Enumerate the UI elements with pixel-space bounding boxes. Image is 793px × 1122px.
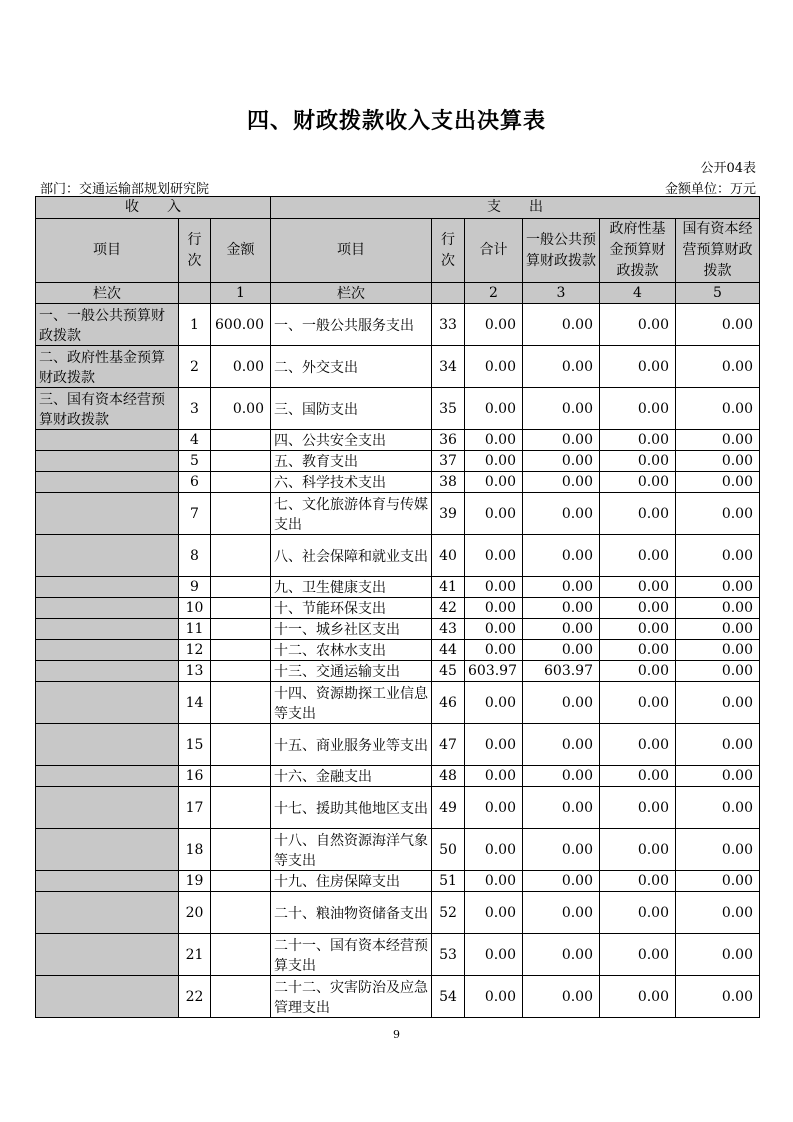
general-budget-cell: 0.00 bbox=[523, 493, 600, 535]
gov-fund-cell: 0.00 bbox=[600, 472, 676, 493]
income-amount-cell bbox=[211, 724, 271, 766]
gov-fund-cell: 0.00 bbox=[600, 430, 676, 451]
total-cell: 0.00 bbox=[465, 472, 523, 493]
state-capital-cell: 0.00 bbox=[676, 388, 760, 430]
expense-row-no-cell: 33 bbox=[432, 304, 465, 346]
general-budget-cell: 0.00 bbox=[523, 640, 600, 661]
table-row bbox=[36, 724, 760, 766]
state-capital-cell: 0.00 bbox=[676, 304, 760, 346]
gov-fund-cell: 0.00 bbox=[600, 619, 676, 640]
total-cell: 0.00 bbox=[465, 976, 523, 1018]
income-row-no-cell: 8 bbox=[179, 535, 211, 577]
income-amount-header: 金额 bbox=[211, 219, 271, 283]
income-amount-cell bbox=[211, 871, 271, 892]
gov-fund-cell: 0.00 bbox=[600, 661, 676, 682]
expense-row-no-cell: 49 bbox=[432, 787, 465, 829]
expense-row-no-header: 行次 bbox=[432, 219, 465, 283]
expense-item-cell: 十、节能环保支出 bbox=[271, 598, 432, 619]
state-capital-cell: 0.00 bbox=[676, 430, 760, 451]
state-capital-cell: 0.00 bbox=[676, 661, 760, 682]
state-capital-cell: 0.00 bbox=[676, 934, 760, 976]
income-item-cell bbox=[36, 577, 179, 598]
income-row-no-cell: 13 bbox=[179, 661, 211, 682]
amount-unit-label: 金额单位：万元 bbox=[664, 182, 756, 197]
income-amount-cell bbox=[211, 430, 271, 451]
income-row-no-cell: 16 bbox=[179, 766, 211, 787]
income-amount-cell bbox=[211, 976, 271, 1018]
table-row bbox=[36, 619, 760, 640]
general-budget-cell: 0.00 bbox=[523, 724, 600, 766]
income-item-cell: 三、国有资本经营预算财政拨款 bbox=[36, 388, 179, 430]
general-budget-cell: 0.00 bbox=[523, 430, 600, 451]
gov-fund-cell: 0.00 bbox=[600, 451, 676, 472]
expense-row-no-cell: 35 bbox=[432, 388, 465, 430]
expense-item-cell: 二十、粮油物资储备支出 bbox=[271, 892, 432, 934]
state-capital-cell: 0.00 bbox=[676, 976, 760, 1018]
expense-row-no-cell: 53 bbox=[432, 934, 465, 976]
income-row-no-blank bbox=[179, 283, 211, 304]
general-budget-cell: 0.00 bbox=[523, 346, 600, 388]
general-budget-cell: 0.00 bbox=[523, 619, 600, 640]
state-capital-cell: 0.00 bbox=[676, 346, 760, 388]
total-header: 合计 bbox=[465, 219, 523, 283]
general-budget-cell: 0.00 bbox=[523, 871, 600, 892]
gov-fund-cell: 0.00 bbox=[600, 892, 676, 934]
general-budget-cell: 0.00 bbox=[523, 451, 600, 472]
general-budget-cell: 0.00 bbox=[523, 535, 600, 577]
expense-item-cell: 八、社会保障和就业支出 bbox=[271, 535, 432, 577]
gov-fund-cell: 0.00 bbox=[600, 598, 676, 619]
expense-item-cell: 二、外交支出 bbox=[271, 346, 432, 388]
expense-row-no-cell: 37 bbox=[432, 451, 465, 472]
income-amount-cell bbox=[211, 577, 271, 598]
expense-item-cell: 五、教育支出 bbox=[271, 451, 432, 472]
income-item-header: 项目 bbox=[36, 219, 179, 283]
appropriation-table bbox=[35, 196, 760, 1018]
expense-item-cell: 一、一般公共服务支出 bbox=[271, 304, 432, 346]
gov-fund-cell: 0.00 bbox=[600, 787, 676, 829]
page-title: 四、财政拨款收入支出决算表 bbox=[246, 108, 546, 134]
expense-row-no-cell: 46 bbox=[432, 682, 465, 724]
gov-fund-cell: 0.00 bbox=[600, 493, 676, 535]
income-amount-cell: 0.00 bbox=[211, 346, 271, 388]
state-capital-header: 国有资本经营预算财政拨款 bbox=[676, 219, 760, 283]
table-row bbox=[36, 346, 760, 388]
expense-row-no-cell: 50 bbox=[432, 829, 465, 871]
income-item-cell bbox=[36, 493, 179, 535]
income-amount-cell bbox=[211, 640, 271, 661]
state-capital-cell: 0.00 bbox=[676, 451, 760, 472]
income-header: 收 入 bbox=[36, 197, 271, 219]
table-row bbox=[36, 451, 760, 472]
gov-fund-cell: 0.00 bbox=[600, 682, 676, 724]
expense-row-no-cell: 40 bbox=[432, 535, 465, 577]
income-amount-cell: 600.00 bbox=[211, 304, 271, 346]
total-cell: 0.00 bbox=[465, 934, 523, 976]
income-item-cell bbox=[36, 451, 179, 472]
income-row-no-cell: 9 bbox=[179, 577, 211, 598]
gov-fund-header: 政府性基金预算财政拨款 bbox=[600, 219, 676, 283]
general-budget-cell: 0.00 bbox=[523, 682, 600, 724]
expense-row-no-cell: 51 bbox=[432, 871, 465, 892]
income-amount-cell bbox=[211, 661, 271, 682]
income-row-no-cell: 18 bbox=[179, 829, 211, 871]
total-cell: 0.00 bbox=[465, 535, 523, 577]
table-row bbox=[36, 598, 760, 619]
state-capital-cell: 0.00 bbox=[676, 892, 760, 934]
total-cell: 0.00 bbox=[465, 682, 523, 724]
general-budget-cell: 0.00 bbox=[523, 829, 600, 871]
income-item-cell bbox=[36, 934, 179, 976]
expense-item-cell: 十八、自然资源海洋气象等支出 bbox=[271, 829, 432, 871]
expense-item-cell: 十二、农林水支出 bbox=[271, 640, 432, 661]
state-capital-cell: 0.00 bbox=[676, 682, 760, 724]
gov-fund-cell: 0.00 bbox=[600, 535, 676, 577]
total-cell: 603.97 bbox=[465, 661, 523, 682]
table-row bbox=[36, 661, 760, 682]
income-item-cell bbox=[36, 640, 179, 661]
income-row-no-cell: 11 bbox=[179, 619, 211, 640]
state-capital-cell: 0.00 bbox=[676, 787, 760, 829]
gov-fund-cell: 0.00 bbox=[600, 934, 676, 976]
expense-item-cell: 七、文化旅游体育与传媒支出 bbox=[271, 493, 432, 535]
income-item-cell bbox=[36, 829, 179, 871]
income-amount-cell bbox=[211, 493, 271, 535]
total-cell: 0.00 bbox=[465, 871, 523, 892]
general-budget-cell: 0.00 bbox=[523, 892, 600, 934]
expense-item-cell: 十三、交通运输支出 bbox=[271, 661, 432, 682]
total-cell: 0.00 bbox=[465, 787, 523, 829]
expense-row-no-cell: 52 bbox=[432, 892, 465, 934]
table-row bbox=[36, 976, 760, 1018]
expense-item-cell: 三、国防支出 bbox=[271, 388, 432, 430]
state-capital-cell: 0.00 bbox=[676, 724, 760, 766]
expense-row-no-cell: 44 bbox=[432, 640, 465, 661]
expense-item-cell: 十五、商业服务业等支出 bbox=[271, 724, 432, 766]
column-number-3: 3 bbox=[523, 283, 600, 304]
expense-row-no-cell: 34 bbox=[432, 346, 465, 388]
table-row bbox=[36, 388, 760, 430]
expense-row-no-cell: 48 bbox=[432, 766, 465, 787]
table-row bbox=[36, 640, 760, 661]
income-item-cell bbox=[36, 472, 179, 493]
expense-item-cell: 十六、金融支出 bbox=[271, 766, 432, 787]
expense-row-no-cell: 41 bbox=[432, 577, 465, 598]
total-cell: 0.00 bbox=[465, 892, 523, 934]
table-row bbox=[36, 493, 760, 535]
table-row bbox=[36, 934, 760, 976]
gov-fund-cell: 0.00 bbox=[600, 766, 676, 787]
gov-fund-cell: 0.00 bbox=[600, 871, 676, 892]
income-item-cell bbox=[36, 598, 179, 619]
income-item-cell bbox=[36, 766, 179, 787]
state-capital-cell: 0.00 bbox=[676, 598, 760, 619]
state-capital-cell: 0.00 bbox=[676, 766, 760, 787]
gov-fund-cell: 0.00 bbox=[600, 724, 676, 766]
table-row bbox=[36, 892, 760, 934]
table-row bbox=[36, 787, 760, 829]
state-capital-cell: 0.00 bbox=[676, 535, 760, 577]
general-budget-cell: 0.00 bbox=[523, 304, 600, 346]
table-row bbox=[36, 304, 760, 346]
general-budget-cell: 0.00 bbox=[523, 976, 600, 1018]
expense-row-no-cell: 36 bbox=[432, 430, 465, 451]
income-row-no-cell: 20 bbox=[179, 892, 211, 934]
income-row-no-cell: 1 bbox=[179, 304, 211, 346]
expense-item-cell: 十七、援助其他地区支出 bbox=[271, 787, 432, 829]
gov-fund-cell: 0.00 bbox=[600, 976, 676, 1018]
expense-row-no-cell: 38 bbox=[432, 472, 465, 493]
income-column-label: 栏次 bbox=[36, 283, 179, 304]
income-row-no-cell: 12 bbox=[179, 640, 211, 661]
total-cell: 0.00 bbox=[465, 493, 523, 535]
table-row bbox=[36, 682, 760, 724]
income-amount-cell bbox=[211, 829, 271, 871]
expense-column-label: 栏次 bbox=[271, 283, 432, 304]
income-amount-cell bbox=[211, 682, 271, 724]
income-row-no-cell: 21 bbox=[179, 934, 211, 976]
expense-item-cell: 四、公共安全支出 bbox=[271, 430, 432, 451]
general-budget-cell: 0.00 bbox=[523, 388, 600, 430]
general-budget-cell: 0.00 bbox=[523, 787, 600, 829]
income-row-no-cell: 14 bbox=[179, 682, 211, 724]
expense-row-no-blank bbox=[432, 283, 465, 304]
income-row-no-cell: 22 bbox=[179, 976, 211, 1018]
table-row bbox=[36, 472, 760, 493]
total-cell: 0.00 bbox=[465, 640, 523, 661]
column-number-5: 5 bbox=[676, 283, 760, 304]
gov-fund-cell: 0.00 bbox=[600, 304, 676, 346]
department-label: 部门：交通运输部规划研究院 bbox=[40, 182, 210, 197]
general-budget-cell: 603.97 bbox=[523, 661, 600, 682]
expense-item-cell: 二十二、灾害防治及应急管理支出 bbox=[271, 976, 432, 1018]
income-row-no-header: 行次 bbox=[179, 219, 211, 283]
state-capital-cell: 0.00 bbox=[676, 472, 760, 493]
total-cell: 0.00 bbox=[465, 451, 523, 472]
page-number: 9 bbox=[393, 1028, 400, 1041]
general-budget-cell: 0.00 bbox=[523, 598, 600, 619]
income-item-cell: 一、一般公共预算财政拨款 bbox=[36, 304, 179, 346]
income-row-no-cell: 3 bbox=[179, 388, 211, 430]
gov-fund-cell: 0.00 bbox=[600, 640, 676, 661]
income-row-no-cell: 17 bbox=[179, 787, 211, 829]
general-budget-cell: 0.00 bbox=[523, 934, 600, 976]
table-row bbox=[36, 871, 760, 892]
income-row-no-cell: 2 bbox=[179, 346, 211, 388]
total-cell: 0.00 bbox=[465, 766, 523, 787]
general-budget-cell: 0.00 bbox=[523, 766, 600, 787]
income-amount-cell bbox=[211, 787, 271, 829]
expense-row-no-cell: 43 bbox=[432, 619, 465, 640]
income-amount-cell bbox=[211, 619, 271, 640]
income-amount-cell bbox=[211, 598, 271, 619]
state-capital-cell: 0.00 bbox=[676, 640, 760, 661]
state-capital-cell: 0.00 bbox=[676, 619, 760, 640]
total-cell: 0.00 bbox=[465, 346, 523, 388]
state-capital-cell: 0.00 bbox=[676, 829, 760, 871]
income-row-no-cell: 15 bbox=[179, 724, 211, 766]
income-amount-cell: 0.00 bbox=[211, 388, 271, 430]
income-row-no-cell: 7 bbox=[179, 493, 211, 535]
income-item-cell bbox=[36, 976, 179, 1018]
expense-row-no-cell: 42 bbox=[432, 598, 465, 619]
total-cell: 0.00 bbox=[465, 724, 523, 766]
income-item-cell bbox=[36, 724, 179, 766]
income-row-no-cell: 5 bbox=[179, 451, 211, 472]
income-row-no-cell: 10 bbox=[179, 598, 211, 619]
income-item-cell bbox=[36, 892, 179, 934]
general-budget-cell: 0.00 bbox=[523, 577, 600, 598]
income-amount-cell bbox=[211, 535, 271, 577]
expense-item-cell: 二十一、国有资本经营预算支出 bbox=[271, 934, 432, 976]
expense-header: 支 出 bbox=[271, 197, 760, 219]
income-amount-cell bbox=[211, 892, 271, 934]
income-row-no-cell: 19 bbox=[179, 871, 211, 892]
expense-item-header: 项目 bbox=[271, 219, 432, 283]
column-number-4: 4 bbox=[600, 283, 676, 304]
income-item-cell bbox=[36, 787, 179, 829]
column-number-1: 1 bbox=[211, 283, 271, 304]
table-row bbox=[36, 829, 760, 871]
general-budget-header: 一般公共预算财政拨款 bbox=[523, 219, 600, 283]
expense-item-cell: 十九、住房保障支出 bbox=[271, 871, 432, 892]
table-row bbox=[36, 766, 760, 787]
gov-fund-cell: 0.00 bbox=[600, 577, 676, 598]
total-cell: 0.00 bbox=[465, 619, 523, 640]
general-budget-cell: 0.00 bbox=[523, 472, 600, 493]
expense-item-cell: 十一、城乡社区支出 bbox=[271, 619, 432, 640]
expense-item-cell: 十四、资源勘探工业信息等支出 bbox=[271, 682, 432, 724]
expense-row-no-cell: 45 bbox=[432, 661, 465, 682]
income-item-cell bbox=[36, 871, 179, 892]
income-item-cell bbox=[36, 682, 179, 724]
expense-row-no-cell: 54 bbox=[432, 976, 465, 1018]
gov-fund-cell: 0.00 bbox=[600, 829, 676, 871]
table-row bbox=[36, 577, 760, 598]
income-amount-cell bbox=[211, 934, 271, 976]
income-amount-cell bbox=[211, 766, 271, 787]
gov-fund-cell: 0.00 bbox=[600, 346, 676, 388]
income-item-cell bbox=[36, 430, 179, 451]
total-cell: 0.00 bbox=[465, 430, 523, 451]
income-amount-cell bbox=[211, 451, 271, 472]
income-item-cell bbox=[36, 535, 179, 577]
expense-item-cell: 六、科学技术支出 bbox=[271, 472, 432, 493]
income-amount-cell bbox=[211, 472, 271, 493]
expense-row-no-cell: 47 bbox=[432, 724, 465, 766]
state-capital-cell: 0.00 bbox=[676, 577, 760, 598]
income-item-cell: 二、政府性基金预算财政拨款 bbox=[36, 346, 179, 388]
income-item-cell bbox=[36, 619, 179, 640]
income-row-no-cell: 6 bbox=[179, 472, 211, 493]
gov-fund-cell: 0.00 bbox=[600, 388, 676, 430]
total-cell: 0.00 bbox=[465, 829, 523, 871]
form-number: 公开04表 bbox=[700, 161, 756, 176]
expense-row-no-cell: 39 bbox=[432, 493, 465, 535]
column-number-2: 2 bbox=[465, 283, 523, 304]
table-row bbox=[36, 535, 760, 577]
table-row bbox=[36, 430, 760, 451]
total-cell: 0.00 bbox=[465, 598, 523, 619]
total-cell: 0.00 bbox=[465, 577, 523, 598]
state-capital-cell: 0.00 bbox=[676, 871, 760, 892]
expense-item-cell: 九、卫生健康支出 bbox=[271, 577, 432, 598]
total-cell: 0.00 bbox=[465, 304, 523, 346]
income-item-cell bbox=[36, 661, 179, 682]
state-capital-cell: 0.00 bbox=[676, 493, 760, 535]
income-row-no-cell: 4 bbox=[179, 430, 211, 451]
total-cell: 0.00 bbox=[465, 388, 523, 430]
